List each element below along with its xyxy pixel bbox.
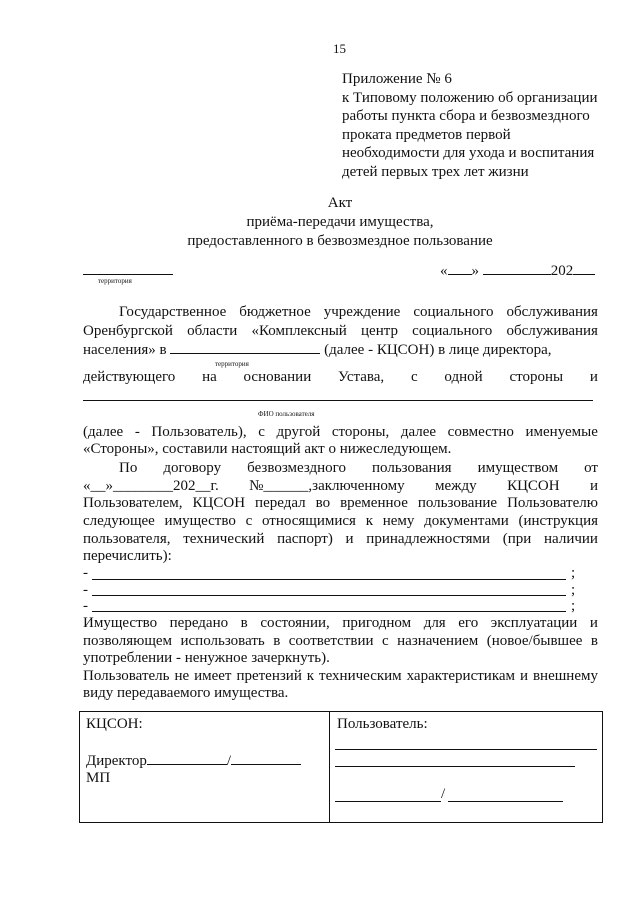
list-line-1[interactable] [92,579,566,580]
word: между [435,478,477,494]
word: КЦСОН [192,495,246,511]
territory-caption: территория [98,277,132,285]
word: документами [424,513,509,529]
word: соответствии [288,633,374,649]
para2-row-4 [83,512,598,530]
word: использовать [180,633,265,649]
list-dash: - [83,565,88,581]
word: передано [169,615,229,631]
para4-row-1 [83,667,598,685]
word: Пользователь [83,668,170,684]
word: и [589,615,598,631]
date-year-blank[interactable] [573,274,595,275]
word: на [202,369,217,385]
list-semicolon-3: ; [571,598,576,614]
word: пользования [372,460,452,476]
word: стороны, [331,424,390,440]
word: области [187,323,238,339]
appendix-line: необходимости для ухода и воспитания [342,145,595,162]
word: далее [400,424,437,440]
word: не [174,668,190,684]
user-signature-line[interactable] [335,801,441,802]
para2-row-3 [83,494,598,512]
word: его [458,615,479,631]
director-signature [86,752,301,770]
word: нему [382,513,415,529]
word: претензий [236,668,302,684]
word: другой [276,424,321,440]
fio-caption: ФИО пользователя [258,410,315,418]
territory-blank[interactable] [170,353,320,354]
list-semicolon-2: ; [571,582,576,598]
word: «__»________202__г. [83,478,219,494]
word: По [119,460,138,476]
territory-caption-2: территория [215,360,249,368]
para4-row-2: виду передаваемого имущества. [83,685,289,701]
director-name-blank[interactable] [231,764,301,765]
word: №______,заключенному [249,478,405,494]
para1-row-5 [83,423,598,441]
word: технический [183,531,265,547]
word: имеет [194,668,232,684]
word: передал [255,495,306,511]
act-subtitle [0,213,640,251]
word: наличии [544,531,598,547]
word: внешнему [532,668,598,684]
word: с [245,513,253,529]
word: одной [444,369,483,385]
word: принадлежностями [366,531,491,547]
date-quote-close: » [471,263,479,279]
word: Государственное [119,304,227,320]
stamp-label: МП [86,770,111,786]
word: бюджетное [239,304,311,320]
word: действующего [83,369,176,385]
word: (инструкция [518,513,598,529]
list-dash: - [83,582,88,598]
word: в [590,633,598,649]
para1-row-3 [83,341,552,359]
para2-row-2 [83,477,598,495]
word: временное [340,495,408,511]
word: эксплуатации [490,615,578,631]
para3-row-2 [83,632,598,650]
word: Оренбургской [83,323,173,339]
word: Пользователем, [83,495,183,511]
word: основании [243,369,312,385]
para2-row-1 [119,459,598,477]
word: позволяющем [83,633,173,649]
act-title-line-3: предоставленного в безвозмездное пользование [187,233,493,249]
word: и [519,668,529,684]
word: Устава, [338,369,385,385]
user-name-line[interactable] [448,801,563,802]
appendix-block [342,70,598,182]
date-quote-open: « [440,263,448,279]
para1-row-3-start: населения» в [83,342,167,358]
word: договору [163,460,222,476]
date-day-blank[interactable] [448,274,472,275]
appendix-line: к Типовому положению об организации [342,89,598,106]
word: (при [502,531,532,547]
word: и [589,478,598,494]
word: к [365,513,373,529]
word: (далее [83,424,124,440]
date-month-blank[interactable] [483,274,551,275]
signature-table-divider [329,711,330,822]
word: характеристикам [406,668,516,684]
word: пользователя, [83,531,171,547]
act-title-line-2: приёма-передачи имущества, [246,214,434,230]
director-signature-blank[interactable] [147,764,227,765]
date-field [440,262,595,280]
list-item [83,564,88,582]
word: учреждение [323,304,401,320]
word: Имущество [83,615,158,631]
act-title [0,194,640,213]
user-label: Пользователь: [337,716,428,732]
para3-row-1 [83,614,598,632]
para1-row-4 [83,368,598,386]
territory-field-line[interactable] [83,274,173,275]
signature-slash: / [226,753,232,769]
word: имущество [164,513,236,529]
word: пользование [417,495,498,511]
word: следующее [83,513,155,529]
word: к [306,668,315,684]
para2-row-6: перечислить): [83,548,172,564]
word: - [134,424,140,440]
director-label: Директор [86,753,147,769]
user-line-2[interactable] [335,766,575,767]
list-semicolon-1: ; [571,565,576,581]
list-line-2[interactable] [92,595,566,596]
word: «Комплексный [251,323,347,339]
act-title-line-1: Акт [327,195,353,211]
word: социального [412,323,493,339]
word: от [584,460,598,476]
para1-row-6: «Стороны», составили настоящий акт о нижеследующем. [83,441,452,457]
word: с [410,369,418,385]
word: обслуживания [506,323,598,339]
word: и [345,531,354,547]
appendix-line: детей первых трех лет жизни [342,163,529,180]
list-line-3[interactable] [92,611,566,612]
user-signature-slash: / [441,786,446,802]
user-fio-line[interactable] [83,400,593,401]
para3-row-3: употреблении - ненужное зачеркнуть). [83,650,330,666]
word: относящимися [261,513,356,529]
word: техническим [319,668,402,684]
list-dash: - [83,598,88,614]
word: имуществом [477,460,559,476]
word: в [273,633,281,649]
kcson-label: КЦСОН: [86,716,143,732]
word: для [423,615,446,631]
para2-row-5 [83,530,598,548]
para1-row-3-end: (далее - КЦСОН) в лице директора, [324,342,552,358]
word: безвозмездного [247,460,346,476]
word: социального [413,304,494,320]
word: паспорт) [277,531,333,547]
word: состоянии, [260,615,330,631]
word: обслуживания [506,304,598,320]
word: назначением [397,633,479,649]
word: КЦСОН [507,478,560,494]
word: в [240,615,248,631]
page-number: 15 [333,41,346,56]
word: совместно [447,424,514,440]
appendix-line: Приложение № 6 [342,71,452,87]
word: с [258,424,265,440]
word: во [315,495,331,511]
appendix-line: проката предметов первой [342,126,511,143]
word: с [382,633,389,649]
word: именуемые [525,424,598,440]
word: стороны [509,369,564,385]
word: Пользователю [507,495,598,511]
date-year: 202 [550,263,574,279]
word: и [589,369,598,385]
word: центр [361,323,398,339]
para1-row-2 [83,322,598,340]
word: пригодном [342,615,412,631]
para1-row-1 [119,303,598,321]
appendix-line: работы пункта сбора и безвозмездного [342,108,590,125]
word: (новое/бывшее [486,633,583,649]
user-line-1[interactable] [335,749,597,750]
word: Пользователь), [151,424,247,440]
list-item [83,597,88,615]
